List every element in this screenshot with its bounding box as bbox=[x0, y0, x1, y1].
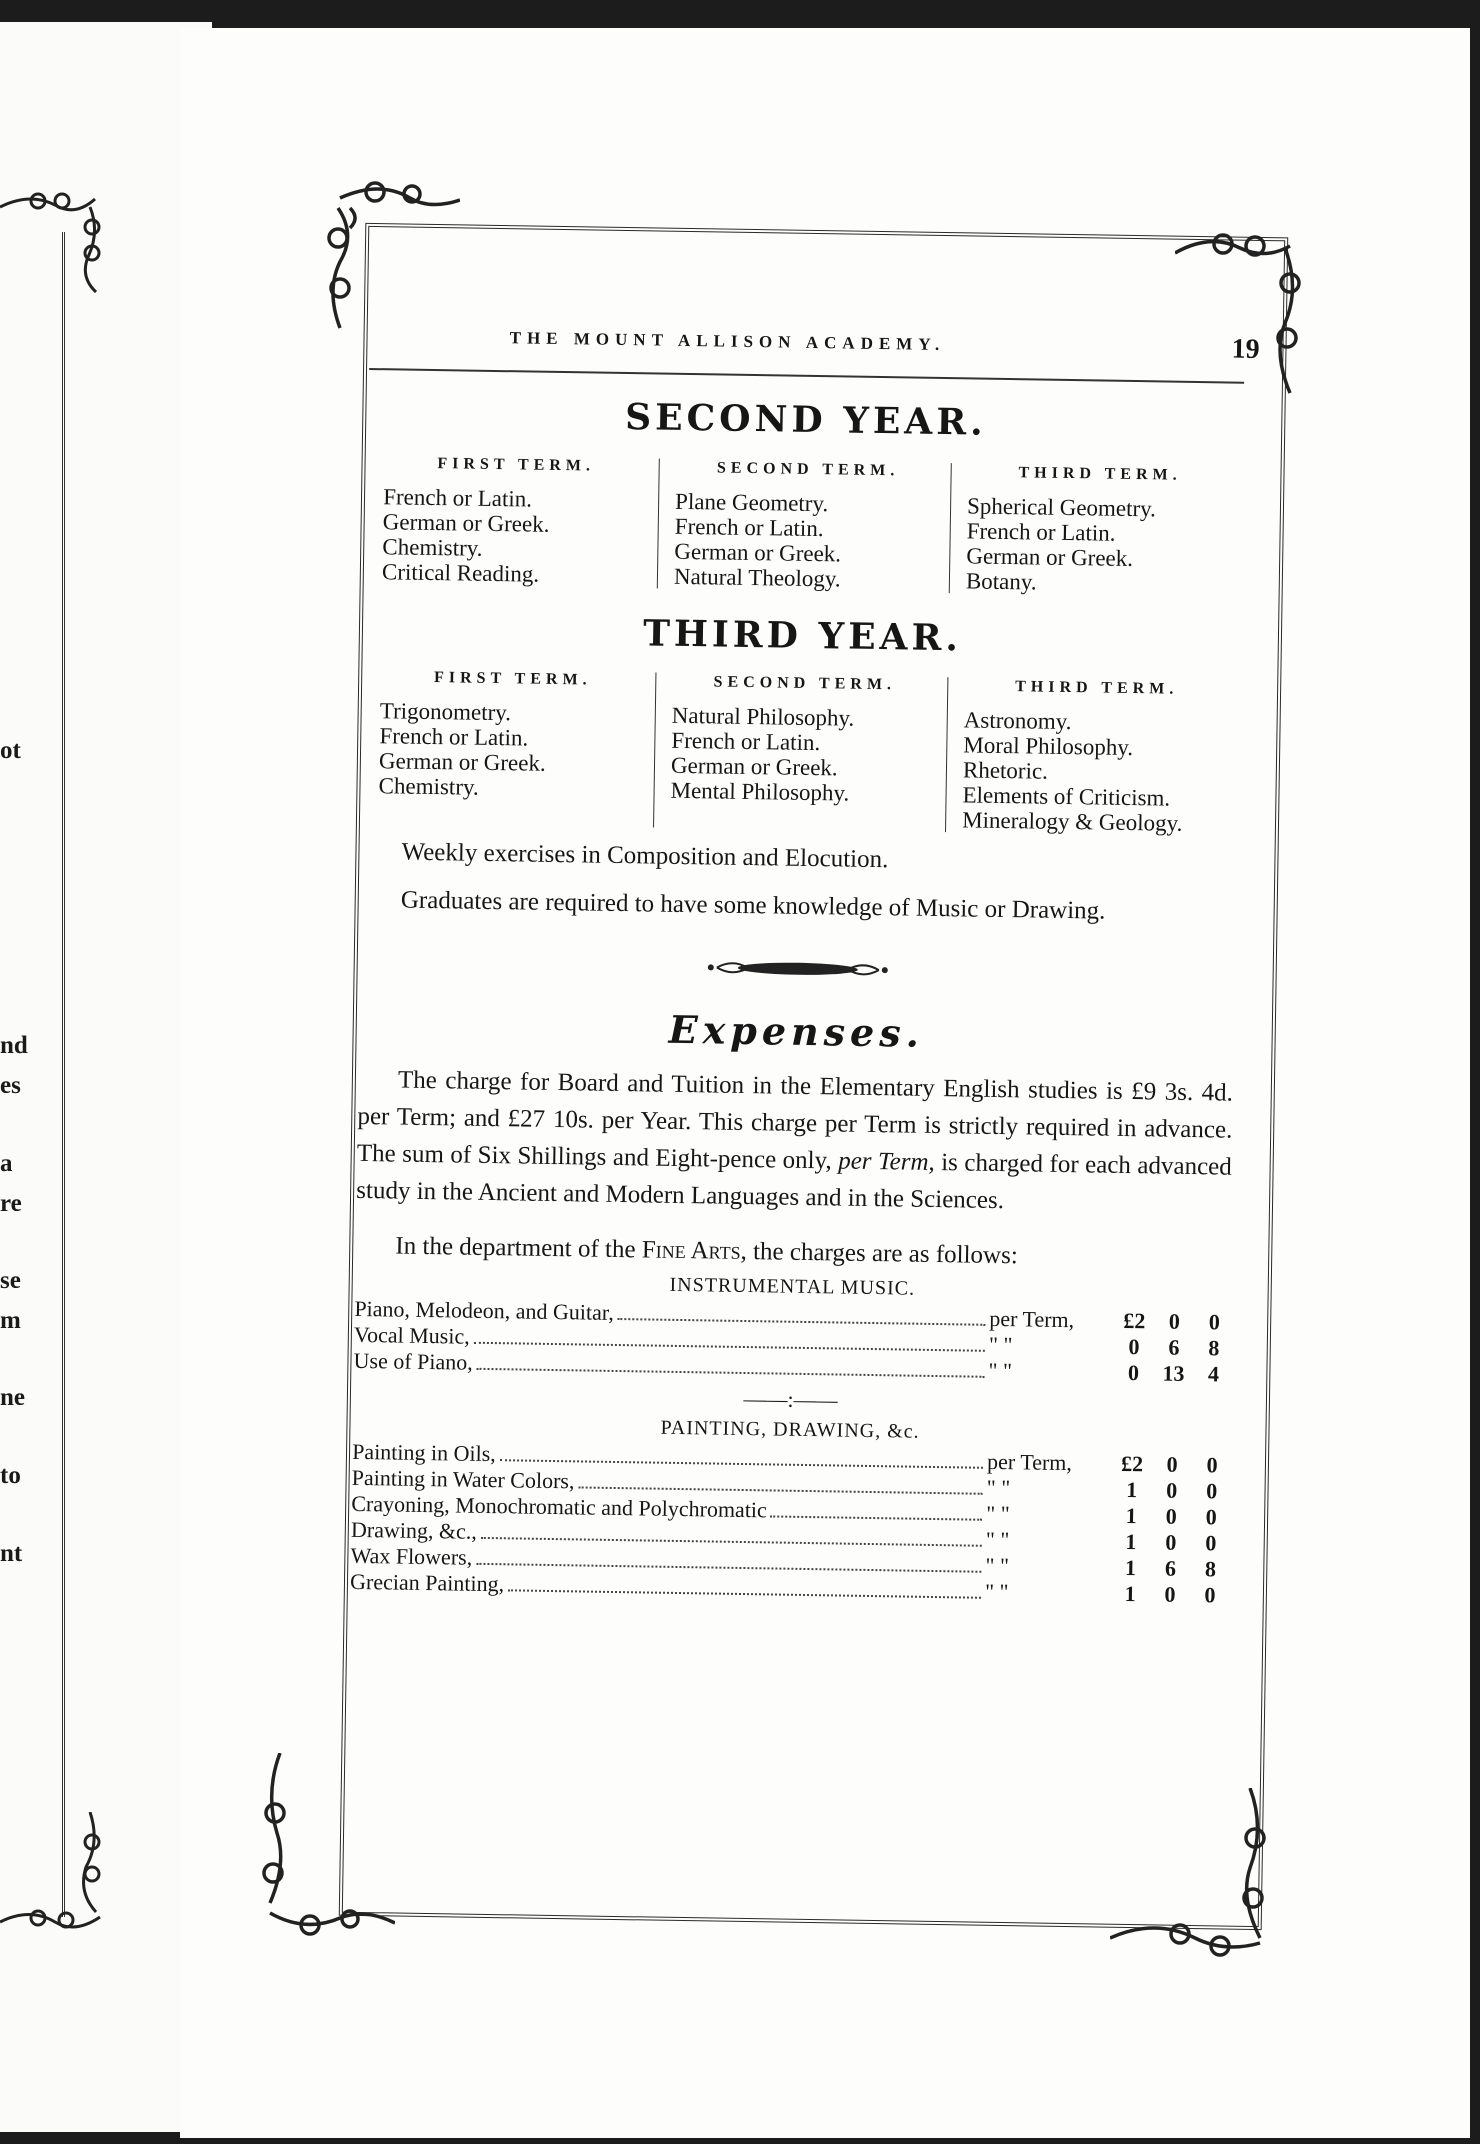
fee-amount bbox=[1116, 1477, 1226, 1505]
left-page-fragment: ne bbox=[0, 1384, 25, 1411]
shillings: 0 bbox=[1164, 1581, 1176, 1607]
pence: 8 bbox=[1204, 1556, 1217, 1582]
second-year-first-term bbox=[366, 454, 659, 589]
pounds: 0 bbox=[1128, 1334, 1140, 1360]
subject: German or Greek. bbox=[674, 538, 842, 567]
subject: Natural Theology. bbox=[673, 563, 841, 592]
pounds: £2 bbox=[1120, 1450, 1144, 1477]
fee-amount bbox=[1119, 1308, 1229, 1336]
divider-flourish-icon bbox=[702, 956, 892, 981]
pence: 4 bbox=[1207, 1361, 1220, 1387]
subject: German or Greek. bbox=[670, 752, 838, 781]
second-year-terms bbox=[366, 454, 1243, 598]
pence: 0 bbox=[1205, 1478, 1218, 1504]
fee-unit: per Term, bbox=[986, 1448, 1073, 1476]
weekly-exercises-note: Weekly exercises in Composition and Elocution. bbox=[401, 838, 889, 874]
term-heading: FIRST TERM. bbox=[433, 669, 592, 689]
subject: German or Greek. bbox=[966, 543, 1134, 572]
shillings: 0 bbox=[1168, 1308, 1181, 1334]
pence: 0 bbox=[1206, 1452, 1218, 1478]
third-year-first-term bbox=[362, 668, 655, 828]
fee-unit: " " bbox=[984, 1578, 1009, 1605]
subject: German or Greek. bbox=[382, 509, 550, 537]
graduates-note: Graduates are required to have some knowledge of Music or Drawing. bbox=[400, 886, 1106, 925]
shillings: 6 bbox=[1168, 1334, 1180, 1360]
left-page-fragment: es bbox=[0, 1072, 21, 1099]
pounds: 1 bbox=[1124, 1555, 1137, 1581]
third-year-terms bbox=[362, 668, 1239, 837]
term-heading: THIRD TERM. bbox=[1018, 464, 1182, 484]
left-page-fragment: nt bbox=[0, 1540, 23, 1567]
subject: Spherical Geometry. bbox=[966, 493, 1157, 522]
subject: Mental Philosophy. bbox=[670, 777, 850, 806]
third-year-third-term bbox=[945, 677, 1239, 837]
left-page-fragment: nd bbox=[0, 1032, 28, 1059]
fee-amount bbox=[1119, 1334, 1229, 1362]
pence: 0 bbox=[1205, 1530, 1217, 1556]
pence: 0 bbox=[1208, 1309, 1221, 1335]
fine-arts-text: In the department of the bbox=[395, 1232, 643, 1264]
subject: French or Latin. bbox=[671, 727, 821, 756]
second-year-heading: SECOND YEAR. bbox=[624, 396, 988, 444]
page-content bbox=[349, 318, 1260, 1609]
subject: French or Latin. bbox=[379, 723, 529, 751]
subject: Plane Geometry. bbox=[674, 488, 829, 517]
dot-leader bbox=[477, 1368, 985, 1378]
subject: Natural Philosophy. bbox=[671, 702, 855, 731]
left-page-fragment: se bbox=[0, 1267, 21, 1294]
fee-item: Painting in Oils, bbox=[351, 1438, 496, 1467]
fee-amount bbox=[1117, 1451, 1227, 1479]
term-heading: SECOND TERM. bbox=[716, 459, 900, 480]
fee-item: Crayoning, Monochromatic and Polychromatic bbox=[351, 1490, 767, 1523]
dot-leader bbox=[771, 1515, 983, 1520]
fee-item: Use of Piano, bbox=[353, 1347, 473, 1375]
fee-item: Drawing, &c., bbox=[350, 1516, 478, 1544]
subject: Botany. bbox=[965, 568, 1037, 595]
fee-amount bbox=[1116, 1529, 1226, 1557]
fee-unit: " " bbox=[985, 1526, 1010, 1553]
board-tuition-text-cont: is charged for each advanced study in the Ancient and Modern Languages and in the Sciences. bbox=[356, 1148, 1232, 1215]
fee-unit: " " bbox=[988, 1331, 1013, 1358]
subject: Rhetoric. bbox=[962, 757, 1049, 784]
shillings: 6 bbox=[1164, 1555, 1177, 1581]
subject: Trigonometry. bbox=[379, 698, 512, 726]
fee-unit: " " bbox=[985, 1552, 1010, 1579]
pounds: 1 bbox=[1125, 1477, 1138, 1503]
pence: 8 bbox=[1208, 1335, 1220, 1361]
pounds: £2 bbox=[1123, 1307, 1146, 1334]
pence: 0 bbox=[1204, 1582, 1216, 1608]
term-heading: SECOND TERM. bbox=[713, 673, 897, 694]
ornamental-divider bbox=[360, 951, 1235, 992]
left-corner-ornament-bottom bbox=[0, 1812, 110, 1942]
shillings: 0 bbox=[1165, 1529, 1177, 1555]
left-page-fragment: a bbox=[0, 1150, 13, 1177]
left-page-fragment: to bbox=[0, 1462, 21, 1489]
pounds: 1 bbox=[1125, 1503, 1137, 1529]
fee-amount bbox=[1115, 1555, 1225, 1583]
fee-unit: " " bbox=[986, 1474, 1011, 1501]
per-term-italic: per Term, bbox=[837, 1147, 935, 1176]
subject: Moral Philosophy. bbox=[963, 732, 1134, 761]
shillings: 0 bbox=[1165, 1503, 1177, 1529]
fine-arts-text-cont: , the charges are as follows: bbox=[740, 1237, 1018, 1270]
fee-unit: " " bbox=[988, 1357, 1013, 1384]
board-tuition-text: The charge for Board and Tuition in the Elementary English studies is £9 3s. 4d. per Term; and £27 10s. per Year. This charge per Term is strictly required in advance. The sum of Six Shillings and Eight-pence only, bbox=[356, 1066, 1234, 1175]
shillings: 0 bbox=[1165, 1477, 1178, 1503]
left-page-fragment: re bbox=[0, 1190, 22, 1217]
subject: Chemistry. bbox=[378, 773, 479, 800]
subject: French or Latin. bbox=[674, 513, 824, 542]
corner-ornament-top-left bbox=[320, 178, 460, 338]
shillings: 13 bbox=[1162, 1360, 1185, 1386]
instrumental-fee-table bbox=[353, 1296, 1229, 1388]
fine-arts-small-caps: Fine Arts bbox=[641, 1236, 741, 1265]
fee-unit: per Term, bbox=[989, 1305, 1075, 1333]
dot-leader bbox=[618, 1318, 986, 1326]
fee-amount bbox=[1118, 1360, 1228, 1388]
book-page bbox=[180, 28, 1470, 2138]
fee-item: Painting in Water Colors, bbox=[351, 1464, 575, 1494]
second-year-second-term bbox=[657, 459, 951, 594]
subject: Elements of Criticism. bbox=[962, 782, 1171, 811]
running-title: THE MOUNT ALLISON ACADEMY. bbox=[509, 328, 946, 355]
left-page-fragment: m bbox=[0, 1307, 21, 1334]
painting-fee-table bbox=[350, 1439, 1227, 1609]
left-corner-ornament-top bbox=[0, 187, 110, 297]
term-heading: THIRD TERM. bbox=[1015, 678, 1179, 698]
page-number: 19 bbox=[1231, 333, 1260, 365]
board-tuition-paragraph bbox=[356, 1061, 1233, 1223]
dot-leader bbox=[508, 1589, 981, 1598]
subject: French or Latin. bbox=[382, 484, 533, 512]
fee-amount bbox=[1116, 1503, 1226, 1531]
third-year-heading: THIRD YEAR. bbox=[642, 612, 963, 660]
corner-ornament-bottom-left bbox=[245, 1753, 395, 1953]
fee-item: Vocal Music, bbox=[353, 1321, 470, 1349]
fee-amount bbox=[1115, 1581, 1225, 1609]
fee-item: Wax Flowers, bbox=[350, 1542, 473, 1570]
fee-item: Piano, Melodeon, and Guitar, bbox=[354, 1295, 615, 1325]
left-page-fragment: ot bbox=[0, 737, 21, 764]
painting-drawing-heading: PAINTING, DRAWING, &c. bbox=[660, 1416, 920, 1443]
corner-ornament-bottom-right bbox=[1110, 1788, 1280, 1968]
section-rule: ——:—— bbox=[743, 1386, 838, 1413]
pence: 0 bbox=[1205, 1504, 1217, 1530]
fee-item: Grecian Painting, bbox=[349, 1568, 505, 1597]
subject: Astronomy. bbox=[963, 707, 1072, 735]
term-heading: FIRST TERM. bbox=[437, 455, 596, 475]
shillings: 0 bbox=[1166, 1451, 1178, 1477]
pounds: 1 bbox=[1125, 1529, 1137, 1555]
subject: Chemistry. bbox=[382, 534, 483, 561]
expenses-heading: Expenses. bbox=[668, 1006, 925, 1056]
instrumental-music-heading: INSTRUMENTAL MUSIC. bbox=[669, 1273, 916, 1300]
pounds: 0 bbox=[1127, 1360, 1140, 1386]
subject: French or Latin. bbox=[966, 518, 1116, 546]
third-year-second-term bbox=[653, 673, 947, 833]
pounds: 1 bbox=[1124, 1581, 1136, 1607]
subject: Mineralogy & Geology. bbox=[961, 807, 1183, 836]
dot-leader bbox=[578, 1486, 982, 1494]
subject: Critical Reading. bbox=[381, 559, 540, 587]
second-year-third-term bbox=[949, 463, 1243, 598]
fee-unit: " " bbox=[986, 1500, 1010, 1527]
subject: German or Greek. bbox=[378, 748, 546, 776]
